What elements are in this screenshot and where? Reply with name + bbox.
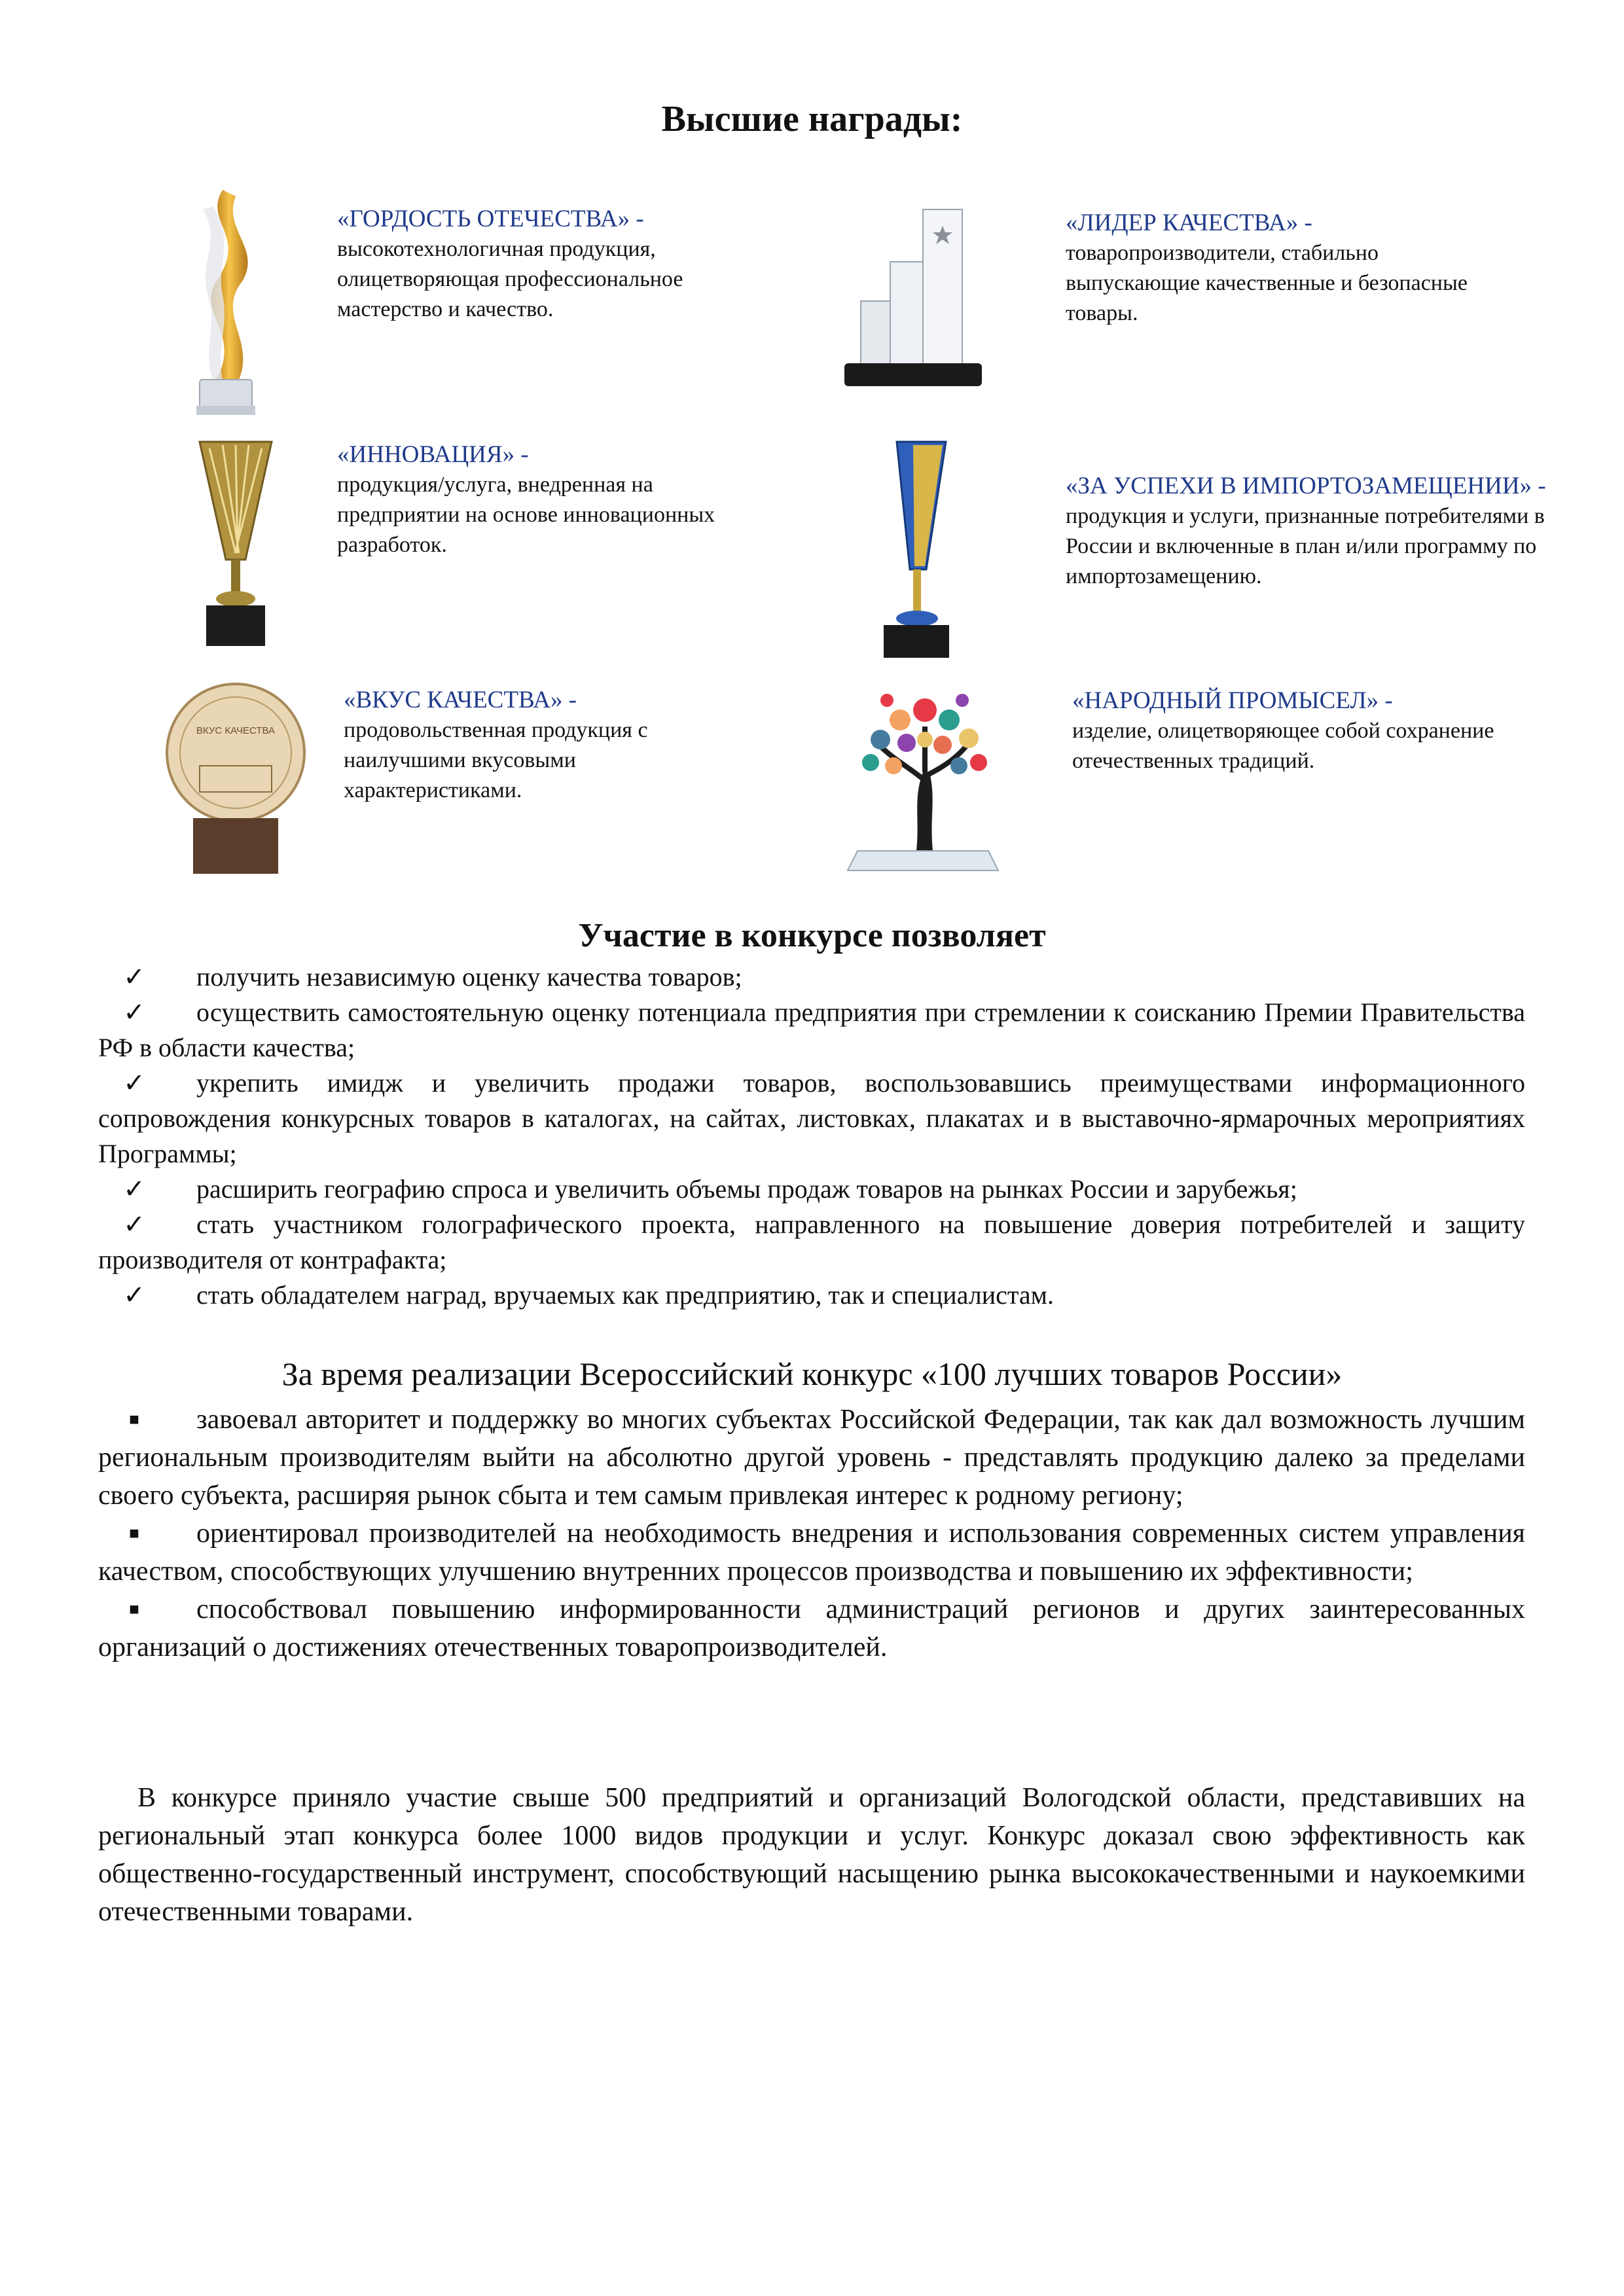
checkmark-icon: ✓ xyxy=(123,1174,145,1204)
award-quality-leader xyxy=(1066,208,1491,329)
award-description: продукция/услуга, внедренная на предприятии на основе инновационных разработок. xyxy=(337,473,715,557)
implementation-title: За время реализации Всероссийский конкурс «100 лучших товаров России» xyxy=(281,1355,1343,1392)
award-name: «ВКУС КАЧЕСТВА» - xyxy=(344,687,577,713)
award-name: «ЗА УСПЕХИ В ИМПОРТОЗАМЕЩЕНИИ» - xyxy=(1066,473,1546,499)
award-description: продовольственная продукция с наилучшими вкусовыми характеристиками. xyxy=(344,718,648,802)
award-taste xyxy=(344,685,710,806)
wooden-disc-award-icon xyxy=(160,681,311,877)
list-item: ■ завоевал авторитет и поддержку во многих субъектах Российской Федерации, так как дал возможность лучшим региональным производителям выйти на абсолютно другой уровень - представлять продукцию далеко за пределами своего субъекта, расширяя рынок сбыта и тем самым привлекая интерес к родному региону; xyxy=(98,1401,1525,1515)
award-name: «ЛИДЕР КАЧЕСТВА» - xyxy=(1066,209,1312,236)
award-name: «НАРОДНЫЙ ПРОМЫСЕЛ» - xyxy=(1072,687,1393,714)
list-item: ✓ получить независимую оценку качества товаров; xyxy=(98,960,1525,995)
bronze-cup-trophy-icon xyxy=(193,435,278,651)
list-item: ✓ расширить географию спроса и увеличить объемы продаж товаров на рынках России и зарубежья; xyxy=(98,1172,1525,1207)
checkmark-icon: ✓ xyxy=(123,1280,145,1310)
award-description: высокотехнологичная продукция, олицетворяющая профессиональное мастерство и качество. xyxy=(337,237,683,321)
award-name: «ГОРДОСТЬ ОТЕЧЕСТВА» - xyxy=(337,206,644,232)
conclusion-paragraph: В конкурсе приняло участие свыше 500 предприятий и организаций Вологодской области, представивших на региональный этап конкурса более 1000 видов продукции и услуг. Конкурс доказал свою эффективность как общественно-государственный инструмент, способствующий насыщению рынка высококачественными и наукоемкими отечественными товарами. xyxy=(98,1783,1525,1927)
checkmark-icon: ✓ xyxy=(123,997,145,1027)
checkmark-icon: ✓ xyxy=(123,962,145,992)
participation-title: Участие в конкурсе позволяет xyxy=(578,917,1046,954)
square-bullet-icon: ■ xyxy=(129,1410,139,1429)
tree-award-icon xyxy=(841,674,1005,877)
blue-cup-trophy-icon xyxy=(874,435,959,661)
award-import-substitution xyxy=(1066,471,1589,592)
award-innovation xyxy=(337,440,730,560)
list-item: ✓ стать участником голографического проекта, направленного на повышение доверия потребителей и защиту производителя от контрафакта; xyxy=(98,1207,1525,1278)
award-description: продукция и услуги, признанные потребителями в России и включенные в план и/или программу по импортозамещению. xyxy=(1066,504,1545,588)
glass-bar-trophy-icon xyxy=(838,196,1001,393)
square-bullet-icon: ■ xyxy=(129,1524,139,1543)
list-item: ■ способствовал повышению информированности администраций регионов и других заинтересованных организаций о достижениях отечественных товаропроизводителей. xyxy=(98,1590,1525,1666)
square-bullet-icon: ■ xyxy=(129,1600,139,1619)
list-item: ✓ осуществить самостоятельную оценку потенциала предприятия при стремлении к соисканию Премии Правительства РФ в области качества; xyxy=(98,995,1525,1066)
participation-list xyxy=(98,960,1525,1313)
award-pride xyxy=(337,204,743,325)
list-item: ✓ укрепить имидж и увеличить продажи товаров, воспользовавшись преимуществами информационного сопровождения конкурсных товаров в каталогах, на сайтах, листовках, плакатах и в выставочно-ярмарочных мероприятиях Программы; xyxy=(98,1066,1525,1172)
checkmark-icon: ✓ xyxy=(123,1068,145,1098)
list-item: ✓ стать обладателем наград, вручаемых как предприятию, так и специалистам. xyxy=(98,1278,1525,1313)
award-folk-craft xyxy=(1072,686,1504,776)
golden-flame-trophy-icon xyxy=(177,183,275,419)
checkmark-icon: ✓ xyxy=(123,1210,145,1239)
award-description: изделие, олицетворяющее собой сохранение отечественных традиций. xyxy=(1072,719,1494,773)
award-name: «ИННОВАЦИЯ» - xyxy=(337,441,529,468)
list-item: ■ ориентировал производителей на необходимость внедрения и использования современных систем управления качеством, способствующих улучшению внутренних процессов производства и повышению их эффективности; xyxy=(98,1515,1525,1590)
page-title: Высшие награды: xyxy=(661,99,963,139)
implementation-list xyxy=(98,1401,1525,1666)
award-description: товаропроизводители, стабильно выпускающие качественные и безопасные товары. xyxy=(1066,241,1468,325)
award-plaque-text: ВКУС КАЧЕСТВА xyxy=(196,725,276,736)
